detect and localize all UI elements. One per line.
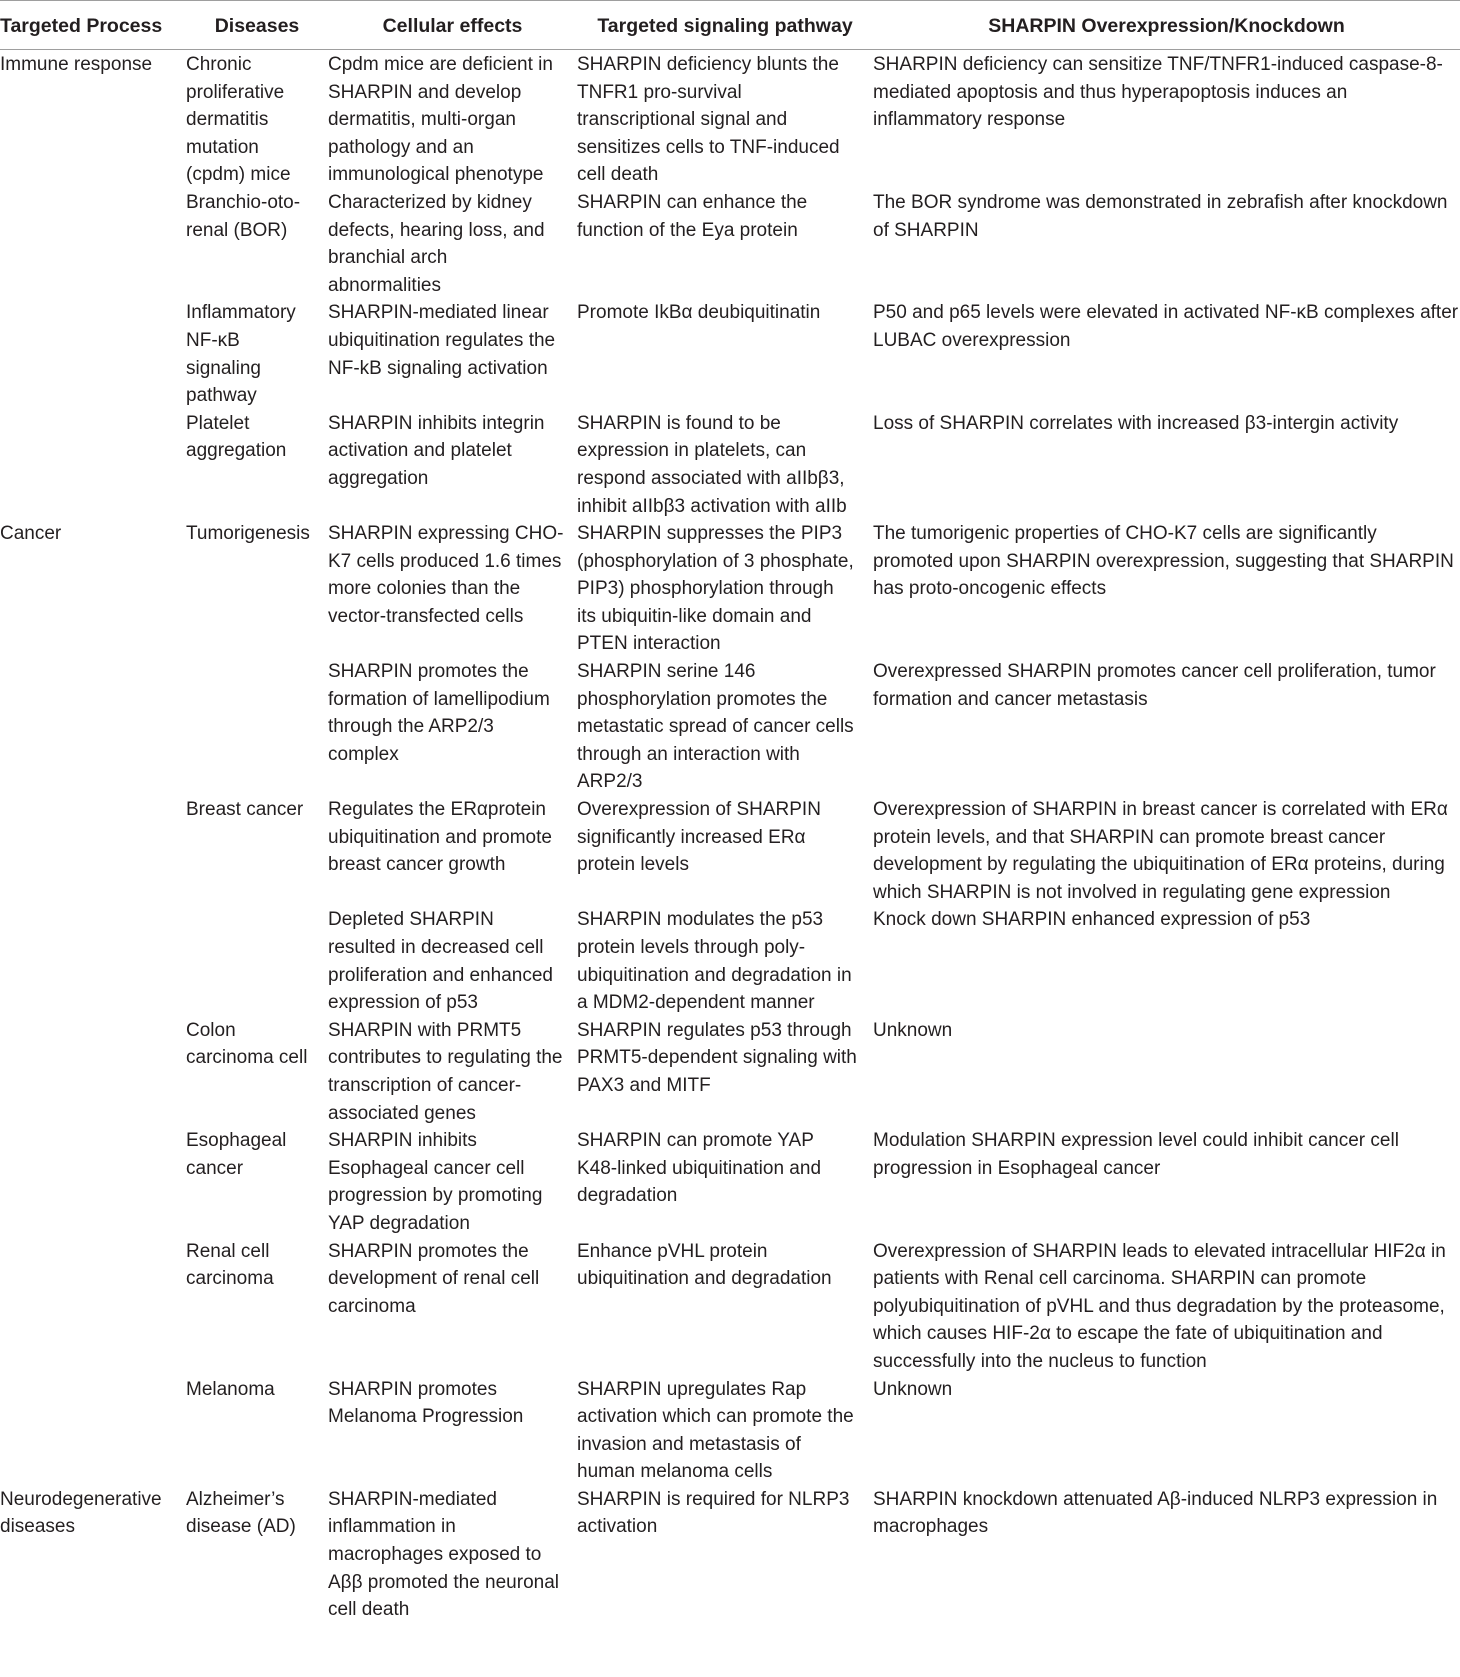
table-row [0, 1486, 1460, 1624]
disease-cell: Inflammatory NF-κB signaling pathway [186, 302, 296, 407]
overexpression-knockdown-cell: Loss of SHARPIN correlates with increased β3-intergin activity [873, 412, 1399, 434]
signaling-pathway-cell: SHARPIN can promote YAP K48-linked ubiquitination and degradation [577, 1130, 822, 1207]
table-body [0, 50, 1460, 1624]
disease-cell: Alzheimer’s disease (AD) [186, 1488, 296, 1538]
table-row [0, 658, 1460, 796]
table-row [0, 520, 1460, 658]
signaling-pathway-cell: SHARPIN upregulates Rap activation which can promote the invasion and metastasis of human melanoma cells [577, 1378, 854, 1483]
cellular-effect-cell: Regulates the ERαprotein ubiquitination and promote breast cancer growth [328, 799, 552, 876]
table-row [0, 796, 1460, 906]
cellular-effect-cell: SHARPIN promotes the formation of lamellipodium through the ARP2/3 complex [328, 661, 550, 765]
signaling-pathway-cell: SHARPIN serine 146 phosphorylation promotes the metastatic spread of cancer cells through an interaction with ARP2/3 [577, 661, 854, 793]
targeted-process-cell [0, 189, 186, 299]
table-row [0, 410, 1460, 520]
cellular-effect-cell: SHARPIN inhibits integrin activation and platelet aggregation [328, 412, 545, 489]
cellular-effect-cell: SHARPIN promotes the development of renal cell carcinoma [328, 1240, 540, 1317]
targeted-process-cell [0, 1238, 186, 1376]
signaling-pathway-cell: SHARPIN can enhance the function of the Eya protein [577, 191, 808, 241]
signaling-pathway-cell: SHARPIN suppresses the PIP3 (phosphorylation of 3 phosphate, PIP3) phosphorylation through its ubiquitin-like domain and PTEN interaction [577, 523, 854, 655]
table-row [0, 906, 1460, 1016]
table-row [0, 1238, 1460, 1376]
overexpression-knockdown-cell: Modulation SHARPIN expression level could inhibit cancer cell progression in Esophageal cancer [873, 1130, 1399, 1179]
disease-cell: Colon carcinoma cell [186, 1019, 308, 1069]
table-row [0, 1017, 1460, 1127]
targeted-process-cell: Cancer [0, 523, 62, 545]
disease-cell: Chronic proliferative dermatitis mutation (cpdm) mice [186, 54, 291, 186]
disease-cell: Tumorigenesis [186, 523, 310, 545]
targeted-process-cell [0, 906, 186, 1016]
disease-cell: Branchio-oto-renal (BOR) [186, 191, 301, 241]
overexpression-knockdown-cell: Overexpression of SHARPIN in breast cancer is correlated with ERα protein levels, and that SHARPIN can promote breast cancer development by regulating the ubiquitination of ERα proteins, during which SHARPIN is not involved in regulating gene expression [873, 799, 1448, 903]
overexpression-knockdown-cell: Knock down SHARPIN enhanced expression of p53 [873, 909, 1311, 931]
table-header [0, 1, 1460, 50]
targeted-process-cell [0, 299, 186, 409]
table-row [0, 189, 1460, 299]
cellular-effect-cell: SHARPIN expressing CHO-K7 cells produced 1.6 times more colonies than the vector-transfected cells [328, 523, 564, 627]
overexpression-knockdown-cell: P50 and p65 levels were elevated in activated NF-κB complexes after LUBAC overexpression [873, 302, 1459, 351]
overexpression-knockdown-cell: Unknown [873, 1378, 953, 1400]
signaling-pathway-cell: SHARPIN regulates p53 through PRMT5-dependent signaling with PAX3 and MITF [577, 1019, 857, 1096]
cellular-effect-cell: Characterized by kidney defects, hearing loss, and branchial arch abnormalities [328, 191, 545, 296]
targeted-process-cell: Immune response [0, 54, 153, 75]
cellular-effect-cell: Cpdm mice are deficient in SHARPIN and develop dermatitis, multi-organ pathology and an immunological phenotype [328, 54, 553, 186]
overexpression-knockdown-cell: SHARPIN deficiency can sensitize TNF/TNFR1-induced caspase-8-mediated apoptosis and thus hyperapoptosis induces an inflammatory response [873, 54, 1443, 131]
signaling-pathway-cell: SHARPIN modulates the p53 protein levels through poly-ubiquitination and degradation in a MDM2-dependent manner [577, 909, 852, 1014]
signaling-pathway-cell: Enhance pVHL protein ubiquitination and degradation [577, 1240, 832, 1290]
signaling-pathway-cell: Overexpression of SHARPIN significantly increased ERα protein levels [577, 799, 821, 876]
disease-cell [186, 906, 328, 1016]
signaling-pathway-cell: SHARPIN is required for NLRP3 activation [577, 1488, 850, 1538]
targeted-process-cell [0, 658, 186, 796]
header-cellular-effects: Cellular effects [328, 1, 577, 50]
header-diseases: Diseases [186, 1, 328, 50]
targeted-process-cell [0, 1017, 186, 1127]
targeted-process-cell [0, 410, 186, 520]
overexpression-knockdown-cell: Overexpressed SHARPIN promotes cancer cell proliferation, tumor formation and cancer metastasis [873, 661, 1436, 710]
header-signaling-pathway: Targeted signaling pathway [577, 1, 873, 50]
cellular-effect-cell: SHARPIN-mediated inflammation in macrophages exposed to Aββ promoted the neuronal cell death [328, 1488, 559, 1621]
disease-cell: Melanoma [186, 1378, 275, 1400]
targeted-process-cell [0, 1376, 186, 1486]
cellular-effect-cell: SHARPIN-mediated linear ubiquitination regulates the NF-kB signaling activation [328, 302, 556, 379]
table-row [0, 1376, 1460, 1486]
overexpression-knockdown-cell: SHARPIN knockdown attenuated Aβ-induced NLRP3 expression in macrophages [873, 1488, 1438, 1538]
header-targeted-process: Targeted Process [0, 1, 186, 50]
table-row [0, 50, 1460, 189]
signaling-pathway-cell: SHARPIN is found to be expression in platelets, can respond associated with aIIbβ3, inhibit aIIbβ3 activation with aIIb [577, 412, 847, 517]
overexpression-knockdown-cell: Unknown [873, 1019, 953, 1041]
disease-cell: Breast cancer [186, 799, 304, 821]
header-overexpression-knockdown: SHARPIN Overexpression/Knockdown [873, 1, 1460, 50]
overexpression-knockdown-cell: Overexpression of SHARPIN leads to elevated intracellular HIF2α in patients with Renal cell carcinoma. SHARPIN can promote polyubiquitination of pVHL and thus degradation by the proteasome, which causes HIF-2α to escape the fate of ubiquitination and successfully into the nucleus to function [873, 1240, 1446, 1372]
disease-cell: Esophageal cancer [186, 1130, 287, 1179]
signaling-pathway-cell: SHARPIN deficiency blunts the TNFR1 pro-survival transcriptional signal and sensitizes cells to TNF-induced cell death [577, 54, 840, 186]
cellular-effect-cell: Depleted SHARPIN resulted in decreased cell proliferation and enhanced expression of p53 [328, 909, 554, 1014]
table-row [0, 1127, 1460, 1237]
disease-cell: Platelet aggregation [186, 412, 287, 462]
header-row [0, 1, 1460, 50]
cellular-effect-cell: SHARPIN with PRMT5 contributes to regulating the transcription of cancer-associated genes [328, 1019, 563, 1124]
cellular-effect-cell: SHARPIN inhibits Esophageal cancer cell progression by promoting YAP degradation [328, 1130, 543, 1234]
disease-cell: Renal cell carcinoma [186, 1240, 274, 1290]
signaling-pathway-cell: Promote IkBα deubiquitinatin [577, 302, 821, 324]
targeted-process-cell: Neurodegenerative diseases [0, 1488, 162, 1538]
targeted-process-cell [0, 796, 186, 906]
table-row [0, 299, 1460, 409]
disease-cell [186, 658, 328, 796]
cellular-effect-cell: SHARPIN promotes Melanoma Progression [328, 1378, 524, 1428]
overexpression-knockdown-cell: The tumorigenic properties of CHO-K7 cells are significantly promoted upon SHARPIN overexpression, suggesting that SHARPIN has proto-oncogenic effects [873, 523, 1454, 600]
overexpression-knockdown-cell: The BOR syndrome was demonstrated in zebrafish after knockdown of SHARPIN [873, 191, 1448, 241]
targeted-process-cell [0, 1127, 186, 1237]
